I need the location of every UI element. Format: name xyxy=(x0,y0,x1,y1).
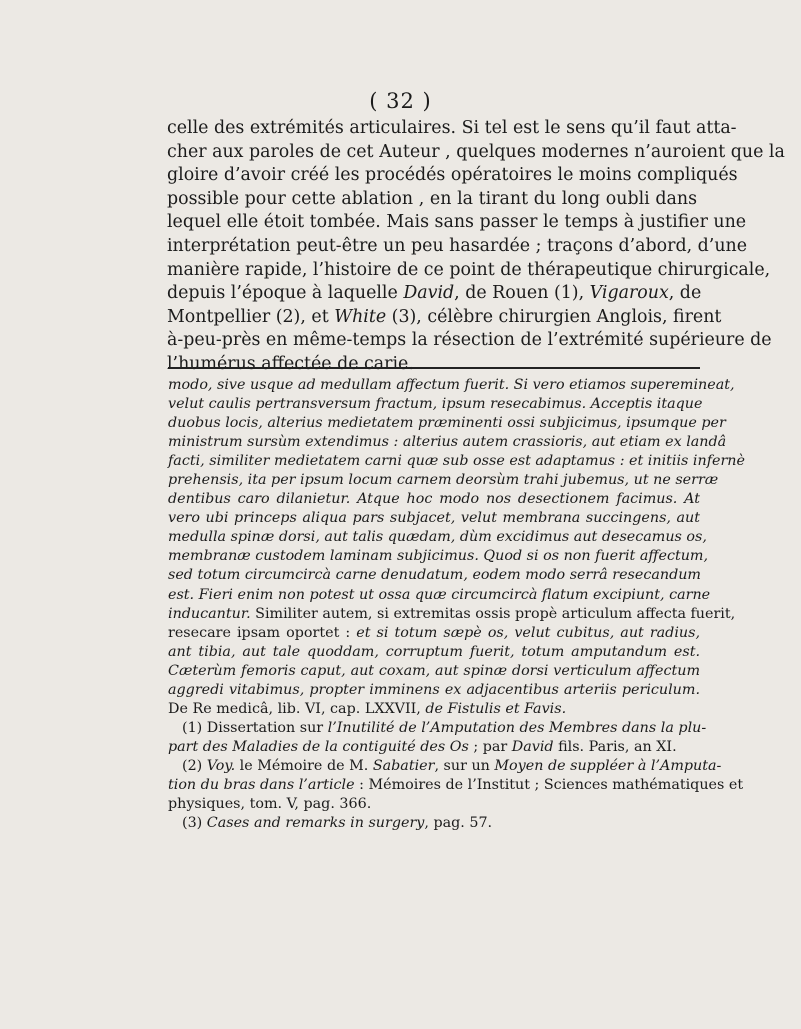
body-text-line: lequel elle étoit tombée. Mais sans passer le temps à justifier une xyxy=(167,212,747,233)
body-text-line: manière rapide, l’histoire de ce point de thérapeutique chirurgicale, xyxy=(167,259,771,280)
footnote-line: De Re medicâ, lib. VI, cap. LXXVII, de Fistulis et Favis. xyxy=(168,700,567,717)
footnote-line: (1) Dissertation sur l’Inutilité de l’Amputation des Membres dans la plu- xyxy=(182,719,707,736)
footnote-rule xyxy=(168,367,700,369)
body-text-line: à-peu-près en même-temps la résection de l’extrémité supérieure de xyxy=(167,330,772,351)
footnote-line: vero ubi princeps aliqua pars subjacet, velut membrana succingens, aut xyxy=(168,510,700,527)
footnote-line: velut caulis pertransversum fractum, ipsum resecabimus. Acceptis itaque xyxy=(168,396,703,413)
footnote-line: (3) Cases and remarks in surgery, pag. 57. xyxy=(182,815,493,832)
footnote-line: sed totum circumcircà carne denudatum, eodem modo serrâ resecandum xyxy=(168,567,701,584)
footnote-line: est. Fieri enim non potest ut ossa quæ circumcircà flatum excipiunt, carne xyxy=(168,586,711,603)
footnote-line: Cæterùm femoris caput, aut coxam, aut spinæ dorsi verticulum affectum xyxy=(168,662,700,679)
footnote-line: part des Maladies de la contiguité des Os ; par David fils. Paris, an XI. xyxy=(168,738,677,755)
footnote-line: duobus locis, alterius medietatem præminenti ossi subjicimus, ipsumque per xyxy=(168,415,726,432)
footnote-line: facti, similiter medietatem carni quæ sub osse est adaptamus : et initiis infernè xyxy=(168,453,745,470)
page-number: ( 32 ) xyxy=(369,89,432,113)
footnote-line: modo, sive usque ad medullam affectum fuerit. Si vero etiamos superemineat, xyxy=(168,377,735,393)
body-text-line: interprétation peut-être un peu hasardée ; traçons d’abord, d’une xyxy=(167,235,748,256)
footnote-line: physiques, tom. V, pag. 366. xyxy=(168,796,372,813)
footnote-line: tion du bras dans l’article : Mémoires de l’Institut ; Sciences mathématiques et xyxy=(168,776,744,793)
body-text-line: celle des extrémités articulaires. Si tel est le sens qu’il faut atta- xyxy=(167,118,737,138)
body-text-line: depuis l’époque à laquelle David, de Rouen (1), Vigaroux, de xyxy=(167,283,702,304)
footnote-line: medulla spinæ dorsi, aut talis quædam, dùm excidimus aut desecamus os, xyxy=(168,529,707,546)
footnote-line: dentibus caro dilanietur. Atque hoc modo nos desectionem facimus. At xyxy=(168,491,700,508)
footnote-line: prehensis, ita per ipsum locum carnem deorsùm trahi jubemus, ut ne serræ xyxy=(168,472,719,489)
body-text-line: cher aux paroles de cet Auteur , quelques modernes n’auroient que la xyxy=(167,141,785,162)
footnote-line: (2) Voy. le Mémoire de M. Sabatier, sur un Moyen de suppléer à l’Amputa- xyxy=(182,757,722,774)
footnote-line: aggredi vitabimus, propter imminens ex adjacentibus arteriis periculum. xyxy=(168,681,700,698)
body-text-line: possible pour cette ablation , en la tirant du long oubli dans xyxy=(167,188,697,209)
footnotes xyxy=(168,376,745,833)
main-text xyxy=(167,117,785,377)
body-text-line: l’humérus affectée de carie. xyxy=(167,353,414,374)
body-text-line: gloire d’avoir créé les procédés opératoires le moins compliqués xyxy=(167,165,738,186)
footnote-line: resecare ipsam oportet : et si totum sæpè os, velut cubitus, aut radius, xyxy=(168,624,700,641)
footnote-line: inducantur. Similiter autem, si extremitas ossis propè articulum affecta fuerit, xyxy=(168,605,736,622)
footnote-line: ant tibia, aut tale quoddam, corruptum fuerit, totum amputandum est. xyxy=(168,643,700,660)
body-text-line: Montpellier (2), et White (3), célèbre chirurgien Anglois, firent xyxy=(167,306,722,327)
footnote-line: ministrum sursùm extendimus : alterius autem crassioris, aut etiam ex landâ xyxy=(168,434,727,451)
footnote-line: membranæ custodem laminam subjicimus. Quod si os non fuerit affectum, xyxy=(168,548,709,565)
